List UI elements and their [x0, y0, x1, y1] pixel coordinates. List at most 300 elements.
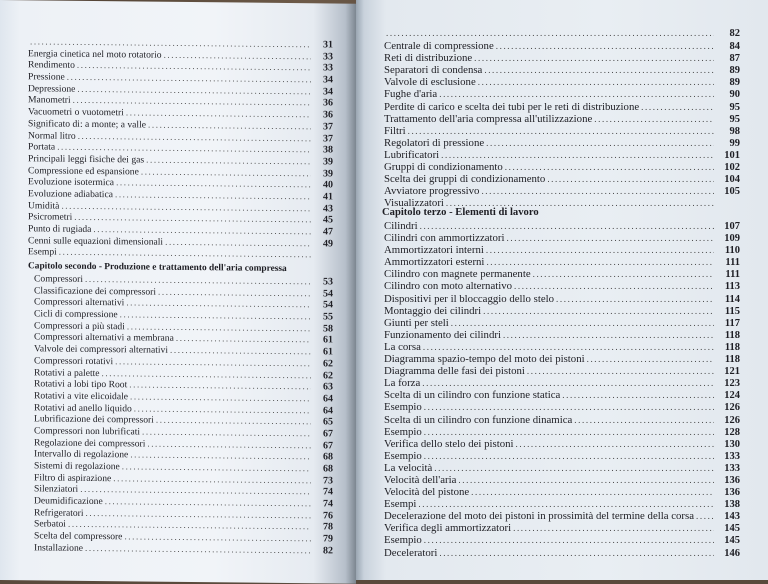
leader-dots: [126, 107, 311, 119]
chapter-heading: Capitolo terzo - Elementi di lavoro: [382, 207, 740, 220]
leader-dots: [434, 463, 714, 473]
toc-entry: [382, 76, 740, 88]
leader-dots: [594, 114, 714, 124]
leader-dots: [142, 426, 311, 438]
entry-title: Esempi: [382, 498, 418, 510]
leader-dots: [496, 41, 714, 51]
page-number: 90: [714, 89, 740, 100]
leader-dots: [147, 438, 311, 450]
toc-entry: [382, 414, 740, 426]
entry-title: Separatori di condensa: [382, 64, 484, 76]
leader-dots: [170, 345, 311, 356]
entry-title: Diagramma spazio-tempo del moto dei pistoni: [382, 353, 587, 365]
toc-entry: [382, 389, 740, 401]
entry-title: Esempio: [382, 534, 424, 546]
entry-title: Avviatore progressivo: [382, 185, 481, 197]
page-number: 61: [311, 335, 333, 346]
toc-entry: [382, 401, 740, 413]
leader-dots: [386, 28, 714, 38]
entry-title: Depressione: [28, 83, 77, 95]
entry-title: Silenziatori: [28, 484, 80, 496]
page-number: 62: [311, 358, 333, 369]
page-number: 89: [714, 65, 740, 76]
page-number: 82: [311, 545, 333, 556]
entry-title: Velocità del pistone: [382, 486, 471, 498]
toc-entry: [382, 268, 740, 280]
toc-left-chapter2: [28, 261, 333, 557]
page-number: 40: [311, 180, 333, 191]
leader-dots: [562, 390, 714, 400]
page-number: 38: [311, 144, 333, 155]
leader-dots: [486, 138, 714, 148]
leader-dots: [556, 294, 714, 304]
toc-entry: [382, 28, 740, 40]
entry-title: Visualizzatori: [382, 197, 446, 209]
toc-entry: [382, 522, 740, 534]
page-number: 128: [714, 427, 740, 438]
toc-entry: [382, 149, 740, 161]
leader-dots: [533, 269, 714, 279]
entry-title: Verifica degli ammortizzatori: [382, 522, 513, 534]
entry-title: Valvole dei compressori alternativi: [28, 343, 170, 355]
entry-title: Cicli di compressione: [28, 308, 120, 320]
leader-dots: [486, 257, 714, 267]
toc-entry: [382, 220, 740, 232]
entry-title: Centrale di compressione: [382, 40, 496, 52]
leader-dots: [85, 543, 311, 555]
toc-entry: [382, 185, 740, 197]
entry-title: Evoluzione isotermica: [28, 177, 116, 189]
entry-title: Valvole di esclusione: [382, 76, 478, 88]
left-page: [0, 0, 356, 584]
leader-dots: [68, 519, 311, 532]
entry-title: Decelerazione del moto dei pistoni in prossimità del termine della corsa: [382, 510, 696, 522]
toc-entry: [382, 438, 740, 450]
leader-dots: [129, 380, 311, 392]
leader-dots: [422, 378, 714, 388]
page-number: 89: [714, 77, 740, 88]
leader-dots: [61, 200, 311, 213]
leader-dots: [113, 473, 311, 485]
page-number: 45: [311, 215, 333, 226]
page-number: 138: [714, 499, 740, 510]
leader-dots: [176, 333, 311, 344]
leader-dots: [527, 366, 714, 376]
toc-entry: [382, 353, 740, 365]
page-number: 107: [714, 221, 740, 232]
toc-entry: [382, 534, 740, 546]
entry-title: Gruppi di condizionamento: [382, 161, 505, 173]
page-number: 87: [714, 53, 740, 64]
entry-title: Portata: [28, 141, 57, 152]
page-number: 76: [311, 510, 333, 521]
toc-entry: [382, 88, 740, 100]
entry-title: Perdite di carico e scelta dei tubi per le reti di distribuzione: [382, 101, 641, 113]
leader-dots: [30, 36, 311, 49]
toc-entry: [382, 510, 740, 522]
page-number: 118: [714, 354, 740, 365]
entry-title: Rotativi a lobi tipo Root: [28, 378, 129, 390]
leader-dots: [439, 548, 714, 558]
entry-title: Psicrometri: [28, 212, 74, 223]
right-page: [356, 0, 768, 580]
entry-title: Manometri: [28, 95, 73, 106]
toc-entry: [382, 365, 740, 377]
toc-right-continued: [382, 28, 740, 209]
leader-dots: [102, 368, 311, 380]
page-number: 54: [311, 300, 333, 311]
toc-entry: [382, 125, 740, 137]
leader-dots: [418, 499, 714, 509]
entry-title: Compressori a più stadi: [28, 320, 127, 332]
leader-dots: [471, 487, 714, 497]
toc-entry: [382, 486, 740, 498]
entry-title: Vacuometri o vuotometri: [28, 106, 126, 118]
page-number: 78: [311, 522, 333, 533]
entry-title: Compressori non lubrificati: [28, 425, 142, 437]
page-number: 68: [311, 463, 333, 474]
page-number: 101: [714, 150, 740, 161]
entry-title: Ammortizzatori interni: [382, 244, 486, 256]
entry-title: Rotativi ad anello liquido: [28, 402, 134, 414]
toc-right-chapter3: [382, 207, 740, 559]
entry-title: Regolatori di pressione: [382, 137, 486, 149]
page-number: 115: [714, 306, 740, 317]
page-number: 37: [311, 121, 333, 132]
entry-title: Energia cinetica nel moto rotatorio: [28, 48, 164, 60]
page-number: 126: [714, 415, 740, 426]
entry-title: Giunti per steli: [382, 317, 451, 329]
entry-title: Serbatoi: [28, 519, 68, 530]
page-number: 136: [714, 475, 740, 486]
page-number: 105: [714, 186, 740, 197]
page-number: 117: [714, 318, 740, 329]
toc-entry: [382, 64, 740, 76]
entry-title: La velocità: [382, 462, 434, 474]
page-number: 133: [714, 463, 740, 474]
entry-title: Classificazione dei compressori: [28, 285, 158, 297]
leader-dots: [85, 274, 311, 286]
entry-title: Trattamento dell'aria compressa all'utilizzazione: [382, 113, 594, 125]
page-number: 123: [714, 378, 740, 389]
entry-title: Lubrificatori: [382, 149, 441, 161]
page-number: 130: [714, 439, 740, 450]
entry-title: Rotativi a palette: [28, 367, 102, 379]
leader-dots: [547, 174, 714, 184]
page-number: 49: [311, 238, 333, 249]
page-number: 111: [714, 257, 740, 268]
entry-title: Intervallo di regolazione: [28, 449, 130, 461]
leader-dots: [696, 511, 714, 521]
page-number: 84: [714, 41, 740, 52]
page-number: 31: [311, 39, 333, 50]
leader-dots: [80, 484, 311, 496]
entry-title: Deumidificazione: [28, 495, 105, 507]
page-number: 118: [714, 342, 740, 353]
entry-title: Funzionamento dei cilindri: [382, 329, 503, 341]
entry-title: Evoluzione adiabatica: [28, 188, 115, 200]
page-number: 146: [714, 548, 740, 559]
leader-dots: [483, 306, 714, 316]
page-number: 41: [311, 191, 333, 202]
entry-title: Cilindro con magnete permanente: [382, 268, 533, 280]
page-number: 143: [714, 511, 740, 522]
toc-entry: [382, 329, 740, 341]
entry-title: La corsa: [382, 341, 423, 353]
leader-dots: [120, 309, 311, 321]
entry-title: Principali leggi fisiche dei gas: [28, 153, 146, 165]
page-number: 82: [714, 28, 740, 39]
entry-title: Cilindro con moto alternativo: [382, 280, 514, 292]
leader-dots: [424, 427, 714, 437]
page-number: 73: [311, 475, 333, 486]
leader-dots: [424, 451, 714, 461]
toc-entry: [382, 280, 740, 292]
leader-dots: [86, 508, 311, 520]
entry-title: Esempio: [382, 450, 424, 462]
leader-dots: [148, 119, 311, 131]
page-number: 36: [311, 98, 333, 109]
page-number: 36: [311, 109, 333, 120]
leader-dots: [77, 60, 311, 72]
page-number: 61: [311, 346, 333, 357]
page-number: 67: [311, 440, 333, 451]
entry-title: Installazione: [28, 542, 85, 554]
leader-dots: [146, 154, 311, 166]
toc-entry: [28, 542, 333, 557]
leader-dots: [78, 130, 311, 142]
entry-title: Reti di distribuzione: [382, 52, 474, 64]
leader-dots: [156, 415, 311, 427]
page-number: 126: [714, 402, 740, 413]
page-number: 33: [311, 51, 333, 62]
leader-dots: [74, 212, 311, 224]
entry-title: Diagramma delle fasi dei pistoni: [382, 365, 527, 377]
entry-title: Compressori alternativi: [28, 297, 126, 309]
toc-entry: [382, 244, 740, 256]
entry-title: Scelta del compressore: [28, 530, 124, 542]
toc-entry: [382, 40, 740, 52]
entry-title: Regolazione dei compressori: [28, 437, 147, 449]
toc-left-continued: [28, 36, 333, 261]
toc-entry: [382, 547, 740, 559]
entry-title: Pressione: [28, 71, 67, 82]
entry-title: Rotativi a vite elicoidale: [28, 390, 130, 402]
entry-title: Compressori: [28, 273, 85, 285]
leader-dots: [574, 415, 714, 425]
leader-dots: [67, 72, 311, 85]
page-number: 98: [714, 126, 740, 137]
page-number: 64: [311, 393, 333, 404]
entry-title: Compressione ed espansione: [28, 165, 141, 177]
page-number: 63: [311, 381, 333, 392]
page-number: 110: [714, 245, 740, 256]
leader-dots: [126, 298, 311, 310]
toc-entry: [382, 462, 740, 474]
toc-entry: [382, 293, 740, 305]
entry-title: Scelta dei gruppi di condizionamento: [382, 173, 547, 185]
page-number: 133: [714, 451, 740, 462]
entry-title: Compressori alternativi a membrana: [28, 332, 176, 345]
page-number: 95: [714, 114, 740, 125]
toc-entry: [382, 498, 740, 510]
leader-dots: [424, 535, 714, 545]
page-number: 104: [714, 174, 740, 185]
leader-dots: [641, 102, 714, 112]
toc-entry: [382, 232, 740, 244]
toc-entry: [382, 101, 740, 113]
entry-title: Punto di rugiada: [28, 223, 93, 235]
toc-entry: [382, 341, 740, 353]
toc-entry: [382, 137, 740, 149]
leader-dots: [127, 321, 311, 333]
entry-title: Sistemi di regolazione: [28, 460, 122, 472]
entry-title: Cilindri con ammortizzatori: [382, 232, 507, 244]
page-number: 145: [714, 523, 740, 534]
page-number: 102: [714, 162, 740, 173]
leader-dots: [507, 233, 714, 243]
page-number: 34: [311, 74, 333, 85]
entry-title: Cenni sulle equazioni dimensionali: [28, 235, 165, 247]
leader-dots: [516, 439, 714, 449]
leader-dots: [116, 177, 311, 189]
page-number: 124: [714, 390, 740, 401]
page-number: 53: [311, 276, 333, 287]
entry-title: Velocità dell'aria: [382, 474, 458, 486]
page-number: 39: [311, 156, 333, 167]
entry-title: Deceleratori: [382, 547, 439, 559]
leader-dots: [458, 475, 714, 485]
leader-dots: [59, 247, 311, 260]
toc-entry: [382, 426, 740, 438]
leader-dots: [115, 189, 311, 201]
entry-title: Refrigeratori: [28, 507, 86, 519]
leader-dots: [514, 281, 714, 291]
leader-dots: [484, 65, 714, 75]
leader-dots: [505, 162, 714, 172]
leader-dots: [513, 523, 714, 533]
leader-dots: [439, 89, 714, 99]
leader-dots: [474, 53, 714, 63]
entry-title: Esempio: [382, 426, 424, 438]
leader-dots: [481, 186, 714, 196]
page-number: 54: [311, 288, 333, 299]
entry-title: Esempio: [382, 401, 424, 413]
entry-title: Filtro di aspirazione: [28, 472, 113, 484]
entry-title: Ammortizzatori esterni: [382, 256, 486, 268]
toc-entry: [382, 450, 740, 462]
toc-entry: [382, 474, 740, 486]
entry-title: Fughe d'aria: [382, 88, 439, 100]
leader-dots: [141, 166, 311, 178]
page-number: 136: [714, 487, 740, 498]
page-number: 67: [311, 428, 333, 439]
page-number: 43: [311, 203, 333, 214]
toc-entry: [382, 377, 740, 389]
page-number: 109: [714, 233, 740, 244]
page-number: 79: [311, 533, 333, 544]
leader-dots: [423, 342, 714, 352]
entry-title: Normal litro: [28, 130, 78, 142]
leader-dots: [420, 221, 714, 231]
leader-dots: [424, 402, 714, 412]
leader-dots: [408, 126, 714, 136]
leader-dots: [130, 391, 311, 403]
entry-title: Montaggio dei cilindri: [382, 305, 483, 317]
page-number: 111: [714, 269, 740, 280]
page-number: 68: [311, 452, 333, 463]
page-number: 64: [311, 405, 333, 416]
entry-title: Significato di: a monte; a valle: [28, 118, 148, 130]
leader-dots: [158, 286, 311, 298]
page-number: 121: [714, 366, 740, 377]
page-number: 37: [311, 133, 333, 144]
entry-title: Rendimento: [28, 60, 77, 72]
toc-entry: [382, 173, 740, 185]
page-number: 62: [311, 370, 333, 381]
page-number: 99: [714, 138, 740, 149]
toc-entry: [382, 317, 740, 329]
chapter-heading: Capitolo secondo - Produzione e trattamento dell'aria compressa: [28, 261, 333, 276]
page-number: 55: [311, 311, 333, 322]
toc-entry: [382, 113, 740, 125]
page-number: 114: [714, 294, 740, 305]
entry-title: Verifica dello stelo dei pistoni: [382, 438, 516, 450]
entry-title: Filtri: [382, 125, 408, 137]
leader-dots: [441, 150, 714, 160]
entry-title: Cilindri: [382, 220, 420, 232]
leader-dots: [587, 354, 714, 364]
page-number: 113: [714, 281, 740, 292]
page-number: 65: [311, 417, 333, 428]
page-number: 58: [311, 323, 333, 334]
entry-title: Scelta di un cilindro con funzione statica: [382, 389, 562, 401]
toc-entry: [382, 256, 740, 268]
toc-entry: [28, 247, 333, 262]
leader-dots: [165, 236, 311, 248]
toc-entry: [382, 161, 740, 173]
entry-title: Umidità: [28, 200, 61, 211]
toc-entry: [382, 305, 740, 317]
page-number: 34: [311, 86, 333, 97]
entry-title: La forza: [382, 377, 422, 389]
leader-dots: [486, 245, 714, 255]
leader-dots: [122, 461, 311, 473]
leader-dots: [77, 84, 311, 96]
page-number: 145: [714, 535, 740, 546]
entry-title: Scelta di un cilindro con funzione dinamica: [382, 414, 574, 426]
leader-dots: [503, 330, 714, 340]
page-number: 74: [311, 487, 333, 498]
leader-dots: [57, 142, 311, 155]
entry-title: Lubrificazione dei compressori: [28, 414, 156, 426]
leader-dots: [451, 318, 714, 328]
page-number: 33: [311, 63, 333, 74]
page-number: 47: [311, 226, 333, 237]
page-number: 39: [311, 168, 333, 179]
leader-dots: [105, 496, 311, 508]
entry-title: Esempi: [28, 247, 59, 258]
entry-title: Dispositivi per il bloccaggio dello stelo: [382, 293, 556, 305]
leader-dots: [124, 531, 311, 543]
leader-dots: [478, 77, 714, 87]
page-number: 118: [714, 330, 740, 341]
entry-title: Compressori rotativi: [28, 355, 115, 367]
leader-dots: [115, 356, 311, 368]
page-number: 74: [311, 498, 333, 509]
leader-dots: [134, 403, 311, 415]
leader-dots: [73, 95, 311, 107]
